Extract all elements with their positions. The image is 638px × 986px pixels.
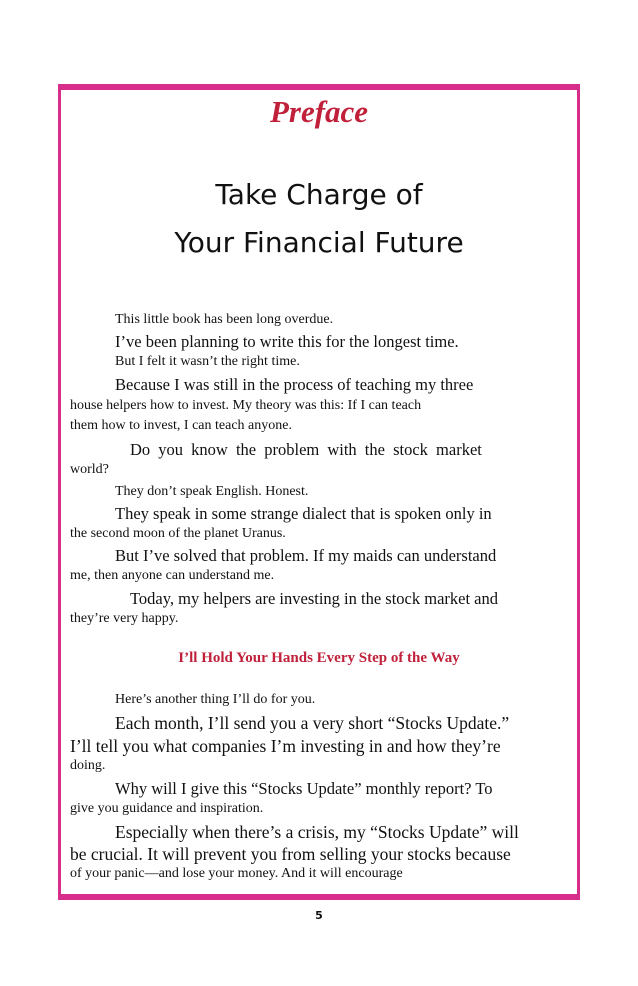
text-line: They don’t speak English. Honest. <box>115 484 309 499</box>
frame-bottom-border <box>58 894 580 900</box>
text-line: house helpers how to invest. My theory was this: If I can teach <box>70 398 422 413</box>
text-line: me, then anyone can understand me. <box>70 568 275 583</box>
title-line-1: Take Charge of <box>215 178 423 211</box>
text-line: But I’ve solved that problem. If my maids can understand <box>115 546 497 565</box>
text-line: Because I was still in the process of teaching my three <box>115 375 474 394</box>
text-line: This little book has been long overdue. <box>115 312 334 327</box>
page-number: 5 <box>315 909 323 922</box>
text-line: be crucial. It will prevent you from selling your stocks because <box>70 844 511 864</box>
text-line: the second moon of the planet Uranus. <box>70 526 286 541</box>
text-line: I’ll tell you what companies I’m investing in and how they’re <box>70 736 501 756</box>
text-line: them how to invest, I can teach anyone. <box>70 418 292 433</box>
preface-heading: Preface <box>269 94 369 129</box>
text-line: Today, my helpers are investing in the stock market and <box>130 589 499 608</box>
frame-top-border <box>58 84 580 90</box>
text-line: Do you know the problem with the stock market <box>130 440 482 459</box>
text-line: they’re very happy. <box>70 611 179 626</box>
text-line: They speak in some strange dialect that is spoken only in <box>115 504 492 523</box>
text-line: give you guidance and inspiration. <box>70 801 264 816</box>
title-line-2: Your Financial Future <box>174 226 464 259</box>
text-line: But I felt it wasn’t the right time. <box>115 354 300 369</box>
text-line: doing. <box>70 758 106 773</box>
subheading: I’ll Hold Your Hands Every Step of the Way <box>178 650 460 666</box>
text-line: of your panic—and lose your money. And it will encourage <box>70 866 403 881</box>
text-line: Especially when there’s a crisis, my “Stocks Update” will <box>115 822 519 842</box>
text-line: Here’s another thing I’ll do for you. <box>115 692 316 707</box>
text-line: world? <box>70 462 109 477</box>
text-line: I’ve been planning to write this for the longest time. <box>115 332 459 351</box>
text-line: Why will I give this “Stocks Update” monthly report? To <box>115 779 493 798</box>
text-line: Each month, I’ll send you a very short “Stocks Update.” <box>115 713 510 733</box>
